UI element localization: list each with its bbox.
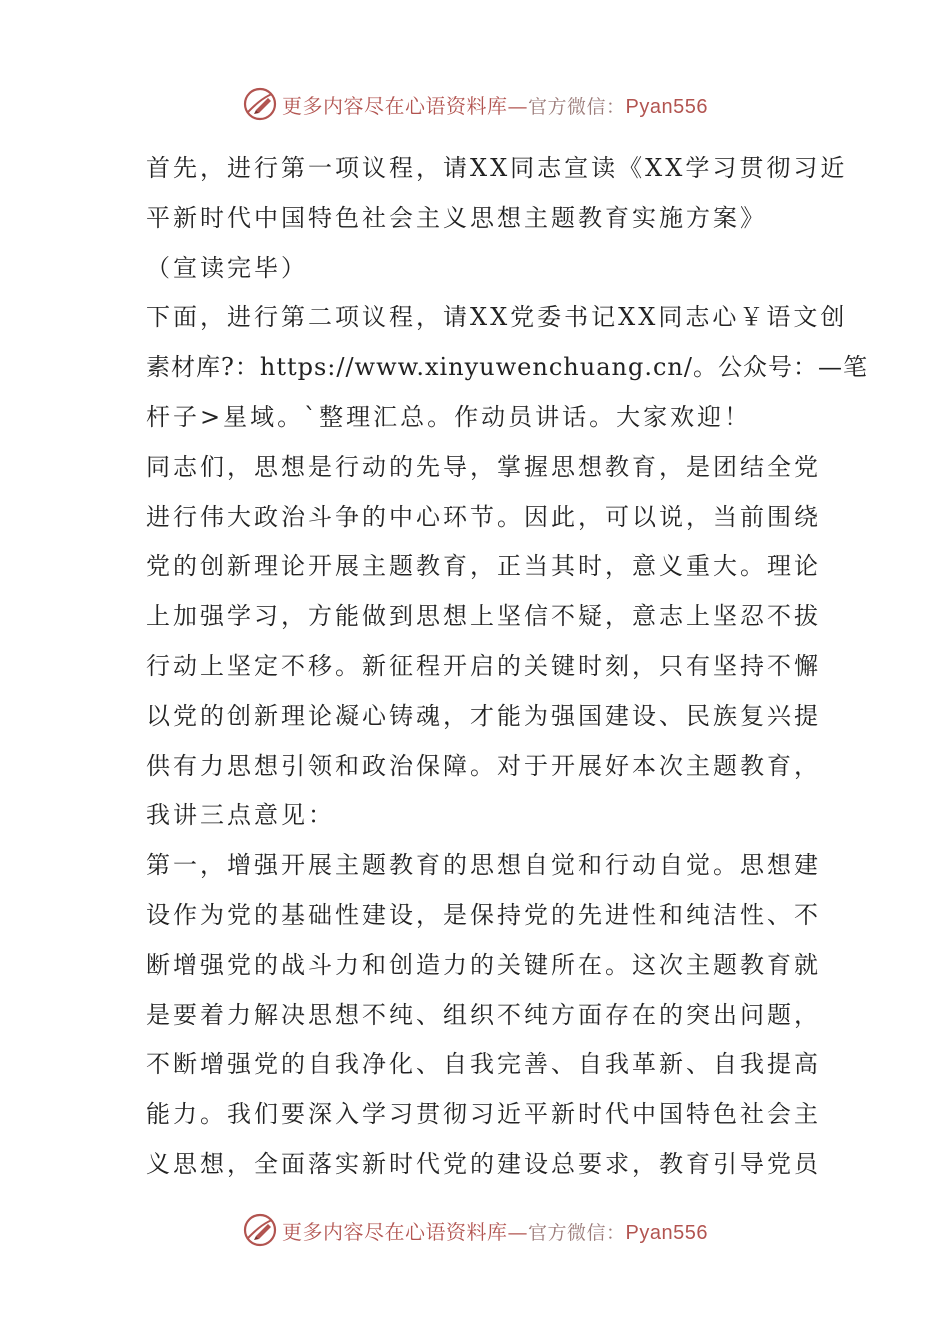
body-line: （宣读完毕） — [146, 253, 308, 282]
body-line: 义思想，全面落实新时代党的建设总要求，教育引导党员 — [146, 1149, 821, 1178]
body-line: 断增强党的战斗力和创造力的关键所在。这次主题教育就 — [146, 950, 821, 979]
body-line: 平新时代中国特色社会主义思想主题教育实施方案》 — [146, 203, 767, 232]
body-line: 我讲三点意见： — [146, 801, 335, 830]
header-watermark — [0, 84, 950, 124]
watermark-main: 更多内容尽在心语资料库 — [282, 1219, 508, 1244]
body-line: 供有力思想引领和政治保障。对于开展好本次主题教育， — [146, 751, 821, 780]
watermark-separator: — — [507, 93, 528, 118]
body-line: 行动上坚定不移。新征程开启的关键时刻，只有坚持不懈 — [146, 651, 821, 680]
body-line: 下面，进行第二项议程，请XX党委书记XX同志心￥语文创 — [146, 303, 848, 332]
body-line: 设作为党的基础性建设，是保持党的先进性和纯洁性、不 — [146, 900, 821, 929]
watermark-main: 更多内容尽在心语资料库 — [282, 93, 508, 118]
watermark-label: 官方微信： — [528, 1221, 626, 1244]
watermark-text — [282, 1216, 708, 1245]
watermark-label: 官方微信： — [528, 95, 626, 118]
watermark-separator: — — [507, 1219, 528, 1244]
body-line: 是要着力解决思想不纯、组织不纯方面存在的突出问题， — [146, 1000, 821, 1029]
body-line: 同志们，思想是行动的先导，掌握思想教育，是团结全党 — [146, 452, 821, 481]
watermark-id: Pyan556 — [625, 95, 708, 118]
watermark-id: Pyan556 — [625, 1221, 708, 1244]
body-line: 进行伟大政治斗争的中心环节。因此，可以说，当前围绕 — [146, 502, 821, 531]
document-body — [146, 144, 868, 1190]
body-line: 上加强学习，方能做到思想上坚信不疑，意志上坚忍不拔 — [146, 602, 821, 631]
body-line: 能力。我们要深入学习贯彻习近平新时代中国特色社会主 — [146, 1100, 821, 1129]
body-line: 不断增强党的自我净化、自我完善、自我革新、自我提高 — [146, 1050, 821, 1079]
body-line: 第一，增强开展主题教育的思想自觉和行动自觉。思想建 — [146, 851, 821, 880]
footer-watermark — [0, 1210, 950, 1250]
body-line: 素材库?：https://www.xinyuwenchuang.cn/。公众号：—笔 — [146, 353, 868, 382]
body-line: 首先，进行第一项议程，请XX同志宣读《XX学习贯彻习近 — [146, 154, 848, 182]
body-line: 杆子>星域。`整理汇总。作动员讲话。大家欢迎！ — [146, 402, 752, 431]
pen-logo-icon — [242, 86, 278, 122]
body-line: 以党的创新理论凝心铸魂，才能为强国建设、民族复兴提 — [146, 701, 821, 730]
pen-logo-icon — [242, 1212, 278, 1248]
body-line: 党的创新理论开展主题教育，正当其时，意义重大。理论 — [146, 552, 821, 581]
watermark-text — [282, 90, 708, 119]
